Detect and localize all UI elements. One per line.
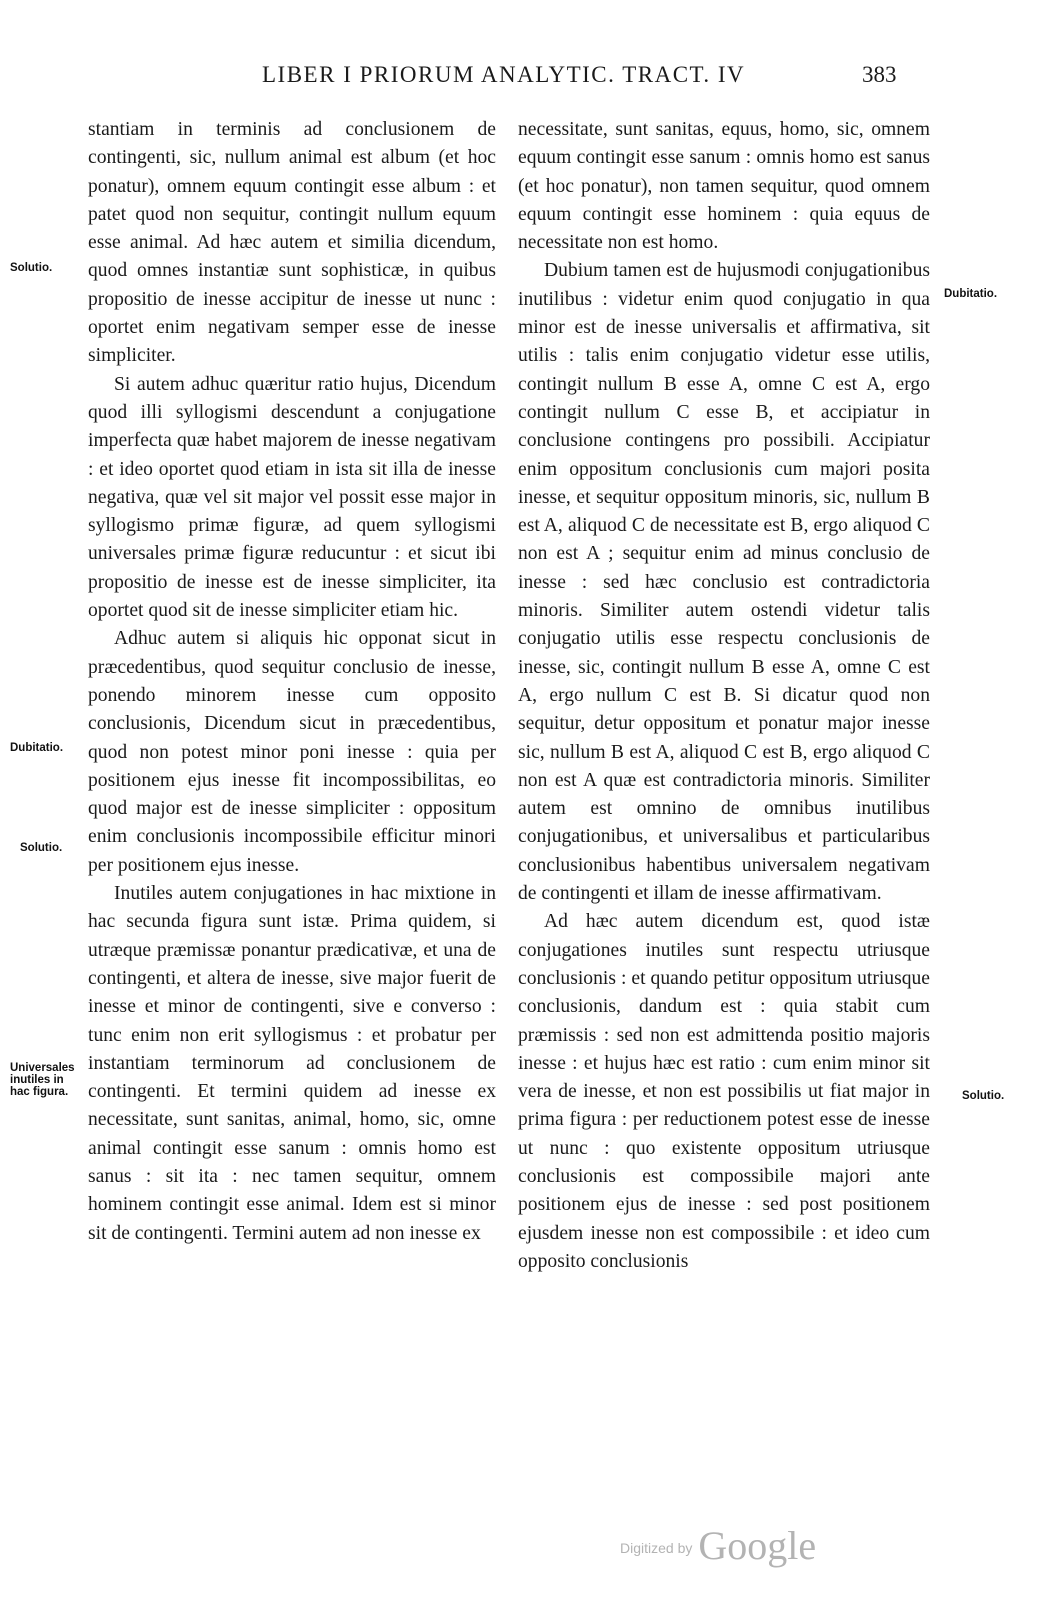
right-column bbox=[518, 116, 930, 1276]
right-paragraph-3: Ad hæc autem dicendum est, quod istæ conjugationes inutiles sunt respectu utriusque conclusionis : et quando petitur oppositum utriusque conclusionis, dandum est : quia stabit cum præmissis : sed non est admittenda positio majoris inesse : et hujus hæc est ratio : cum enim minor sit vera de inesse, et non est possibilis ut fiat major in prima figura : per reductionem potest esse de inesse ut nunc : quo existente oppositum utriusque conclusionis est compossibile majori ante positionem ejus de inesse : sed post positionem ejusdem inesse non est compossibile : et ideo cum opposito conclusionis bbox=[518, 911, 930, 1272]
margin-note-dubitatio: Dubitatio. bbox=[10, 742, 64, 754]
watermark-logo: Google bbox=[698, 1523, 817, 1568]
left-column bbox=[88, 116, 496, 1248]
watermark-prefix: Digitized by bbox=[620, 1540, 693, 1556]
digitized-watermark bbox=[620, 1522, 816, 1572]
left-paragraph-2: Si autem adhuc quæritur ratio hujus, Dicendum quod illi syllogismi descendunt a conjugatione imperfecta quæ habet majorem de inesse negativam : et ideo oportet quod etiam in ista sit illa de inesse negativa, quæ vel sit major vel possit esse major in syllogismo primæ figuræ, ad quem syllogismi universales primæ figuræ reducuntur : et sicut ibi propositio de inesse est de inesse simpliciter, ita oportet quod sit de inesse simpliciter etiam hic. bbox=[88, 373, 496, 622]
left-paragraph-1: stantiam in terminis ad conclusionem de contingenti, sic, nullum animal est album (et hoc ponatur), omnem equum contingit esse album : et patet quod non sequitur, contingit nullum equum esse animal. Ad hæc autem et similia dicendum, quod omnes instantiæ sunt sophisticæ, in quibus propositio de inesse accipitur de inesse ut nunc : oportet enim negativam semper esse de inesse simpliciter. bbox=[88, 119, 496, 367]
page-header bbox=[0, 62, 1050, 92]
left-paragraph-3: Adhuc autem si aliquis hic opponat sicut in præcedentibus, quod sequitur conclusio de inesse, ponendo minorem inesse cum opposito conclusionis, Dicendum sicut in præcedentibus, quod non potest minor poni inesse : quia per positionem ejus inesse fit incompossibilitas, eo quod major est de inesse simpliciter : oppositum enim conclusionis incompossibile efficitur minori per positionem ejus inesse. bbox=[88, 628, 496, 876]
margin-note-solutio: Solutio. bbox=[10, 262, 53, 274]
margin-note-universales: Universales inutiles in hac figura. bbox=[10, 1062, 75, 1098]
margin-note-solutio: Solutio. bbox=[20, 842, 63, 854]
margin-note-dubitatio: Dubitatio. bbox=[944, 288, 998, 300]
running-title: LIBER I PRIORUM ANALYTIC. TRACT. IV bbox=[262, 62, 746, 87]
right-paragraph-2: Dubium tamen est de hujusmodi conjugationibus inutilibus : videtur enim quod conjugatio in qua minor est de inesse universalis et affirmativa, sit utilis : talis enim conjugatio videtur esse utilis, contingit nullum B esse A, omne C est A, ergo contingit nullum C esse B, et accipiatur in conclusione contingens pro possibili. Accipiatur enim oppositum conclusionis cum majori posita inesse, et sequitur oppositum minoris, sic, nullum B est A, aliquod C de necessitate est B, ergo aliquod C non est A ; sequitur enim ad minus conclusio de inesse : sed hæc conclusio est contradictoria minoris. Similiter autem ostendi videtur talis conjugatio utilis esse respectu conclusionis de inesse, sic, contingit nullum B esse A, omne C est A, ergo nullum C est B. Si dicatur quod non sequitur, detur oppositum et ponatur major inesse sic, nullum B est A, aliquod C est B, ergo aliquod C non est A quæ est contradictoria minoris. Similiter autem est omnino de omnibus inutilibus conjugationibus, et universalibus et particularibus conclusionibus habentibus universalem negativam de contingenti et illam de inesse affirmativam. bbox=[518, 260, 930, 905]
page-number: 383 bbox=[862, 62, 897, 87]
right-paragraph-1: necessitate, sunt sanitas, equus, homo, sic, omnem equum contingit esse sanum : omnis homo est sanus (et hoc ponatur), non tamen sequitur, quod omnem equum contingit esse hominem : quia equus de necessitate non est homo. bbox=[518, 119, 930, 254]
margin-note-solutio: Solutio. bbox=[962, 1090, 1005, 1102]
left-paragraph-4: Inutiles autem conjugationes in hac mixtione in hac secunda figura sunt istæ. Prima quidem, si utræque præmissæ ponantur prædicativæ, et una de contingenti, et altera de inesse, sive major fuerit de inesse et minor de contingenti, sive e converso : tunc enim non erit syllogismus : et probatur per instantiam terminorum ad conclusionem de contingenti. Et termini quidem ad inesse ex necessitate, sunt sanitas, animal, homo, sic, omne animal contingit esse sanum : omnis homo est sanus : sit ita : nec tamen sequitur, omnem hominem contingit esse animal. Idem est si minor sit de contingenti. Termini autem ad non inesse ex bbox=[88, 883, 496, 1244]
